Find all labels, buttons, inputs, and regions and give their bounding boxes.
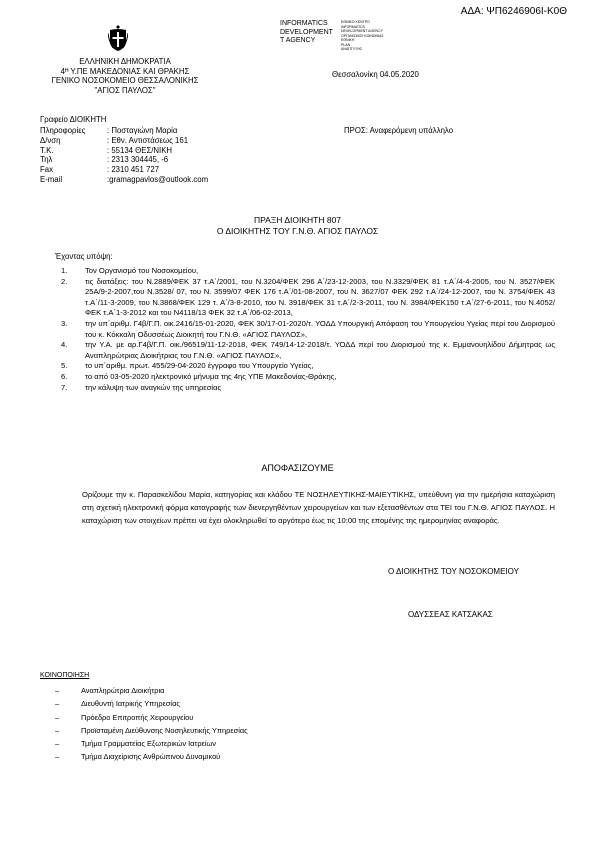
document-title: ΠΡΑΞΗ ΔΙΟΙΚΗΤΗ 807	[253, 215, 342, 225]
list-item: 2. τις διατάξεις: του Ν.2889/ΦΕΚ 37 τ.Α΄/2001, του Ν.3204/ΦΕΚ 296 Α΄/23-12-2003, του Ν.3329/ΦΕΚ 81 τ.Α΄/4-4-2005, του Ν. 3527/ΦΕΚ 25Α/9-2-2007,του Ν.3528/ 07, του Ν. 3599/07 ΦΕΚ 176 τ.Α΄/01-08-2007, του Ν. 3627/07 ΦΕΚ 292 τ.Α΄/24-12-2007, του Ν. 3754/ΦΕΚ 43 τ.Α΄/11-3-2009, του Ν.3868/ΦΕΚ 129 τ. Α΄/3-8-2010, του Ν. 3918/ΦΕΚ 31 τ.Α΄/2-3-2011, του Ν. 3984/ΦΕΚ150 τ.Α΄/27-6-2011, του Ν.4052/ΦΕΚ τ.Α΄1-3-2012 και του Ν4118/13 ΦΕΚ 32 τ.Α΄/06-02-2013,	[61, 276, 555, 318]
list-item: 6. το από 03-05-2020 ηλεκτρονικό μήνυμα της 4ης ΥΠΕ Μακεδονίας-Θράκης,	[61, 371, 337, 381]
recipient-line: ΠΡΟΣ: Αναφερόμενη υπάλληλο	[344, 126, 454, 135]
signature-title: Ο ΔΙΟΙΚΗΤΗΣ ΤΟΥ ΝΟΣΟΚΟΜΕΙΟΥ	[388, 567, 519, 576]
decision-paragraph: Ορίζουμε την κ. Παρασκελίδου Μαρία, κατηγορίας και κλάδου ΤΕ ΝΟΣΗΛΕΥΤΙΚΗΣ-ΜΑΙΕΥΤΙΚΗΣ, υπεύθυνη για την ημερήσια καταχώριση στη σχετική ηλεκτρονική φόρμα καταγραφής των διενεργηθέντων χειρουργείων και των εξετασθέντων στα ΤΕΙ του Γ.Ν.Θ. ΑΓΙΟΣ ΠΑΥΛΟΣ. Η καταχώριση των στοιχείων πρέπει να έχει ολοκληρωθεί το αργότερο έως τις 10:00 της επομένης της ημερομηνίας αναφοράς.	[82, 490, 555, 525]
list-item: 7. την κάλυψη των αναγκών της υπηρεσίας	[61, 382, 222, 392]
logo-line: T AGENCY	[280, 37, 316, 44]
agency-logo	[280, 20, 333, 46]
list-item: 1. Τον Οργανισμό του Νοσοκομείου,	[61, 266, 199, 275]
list-item: 4. την Υ.Α. με αρ.Γ4β/Γ.Π. οικ./96519/11-12-2018, ΦΕΚ 749/14-12-2018/τ. ΥΟΔΔ περί του Διορισμού της κ. Εμμανουηλίδου Δήμητρας ως Αναπληρώτριας Διοικήτριας του Γ.Ν.Θ. «ΑΓΙΟΣ ΠΑΥΛΟΣ»,	[61, 340, 555, 360]
list-item: 5. το υπ΄αριθμ. πρωτ. 455/29-04-2020 έγγραφο του Υπουργείο Υγείας,	[61, 361, 314, 371]
logo-line: DEVELOPMENT	[280, 28, 333, 36]
institution-header: ΕΛΛΗΝΙΚΗ ΔΗΜΟΚΡΑΤΙΑ 4ᴴ Υ.ΠΕ ΜΑΚΕΔΟΝΙΑΣ ΚΑΙ ΘΡΑΚΗΣ ΓΕΝΙΚΟ ΝΟΣΟΚΟΜΕΙΟ ΘΕΣΣΑΛΟΝΙΚΗΣ "ΑΓΙΟΣ ΠΑΥΛΟΣ"	[51, 57, 199, 95]
greek-emblem-icon	[108, 24, 128, 52]
considering-label: Έχοντας υπόψη:	[55, 252, 113, 261]
considerations-list	[55, 266, 555, 393]
decision-heading: ΑΠΟΦΑΣΙΖΟΥΜΕ	[261, 463, 334, 473]
ada-code: ΑΔΑ: ΨΠ6246906Ι-Κ0Θ	[460, 6, 567, 17]
document-date: Θεσσαλονίκη 04.05.2020	[332, 70, 419, 79]
signature-name: ΟΔΥΣΣΕΑΣ ΚΑΤΣΑΚΑΣ	[408, 610, 493, 619]
list-item: 3. την υπ΄αριθμ. Γ4β/Γ.Π. οικ.2416/15-01-2020, ΦΕΚ 30/17-01-2020/τ. ΥΟΔΔ Υπουργική Απόφαση του Υπουργείου Υγείας περί του Διορισμού του κ. Κόκκαλη Οδυσσέως Διοικητή του Γ.Ν.Θ. «ΑΓΙΟΣ ΠΑΥΛΟΣ»,	[61, 318, 555, 339]
logo-line: INFORMATICS	[280, 20, 328, 27]
document-subtitle: Ο ΔΙΟΙΚΗΤΗΣ ΤΟΥ Γ.Ν.Θ. ΑΓΙΟΣ ΠΑΥΛΟΣ	[216, 226, 379, 236]
distribution-heading: ΚΟΙΝΟΠΟΙΗΣΗ	[40, 672, 90, 679]
office-name: Γραφείο ΔΙΟΙΚΗΤΗ	[40, 115, 107, 124]
logo-small-text: ΕΘΝΙΚΟ ΚΕΝΤΡΟ INFORMATICS DEVELOPMENT AGENCY ΟΡΓΑΝΙΣΜΟΣ ΚΟΙΝΩΝΙΑΣ ΕΘΝΙΚΗ PLAN ΑΝΑΠΤΥΞΗΣ	[341, 20, 384, 51]
